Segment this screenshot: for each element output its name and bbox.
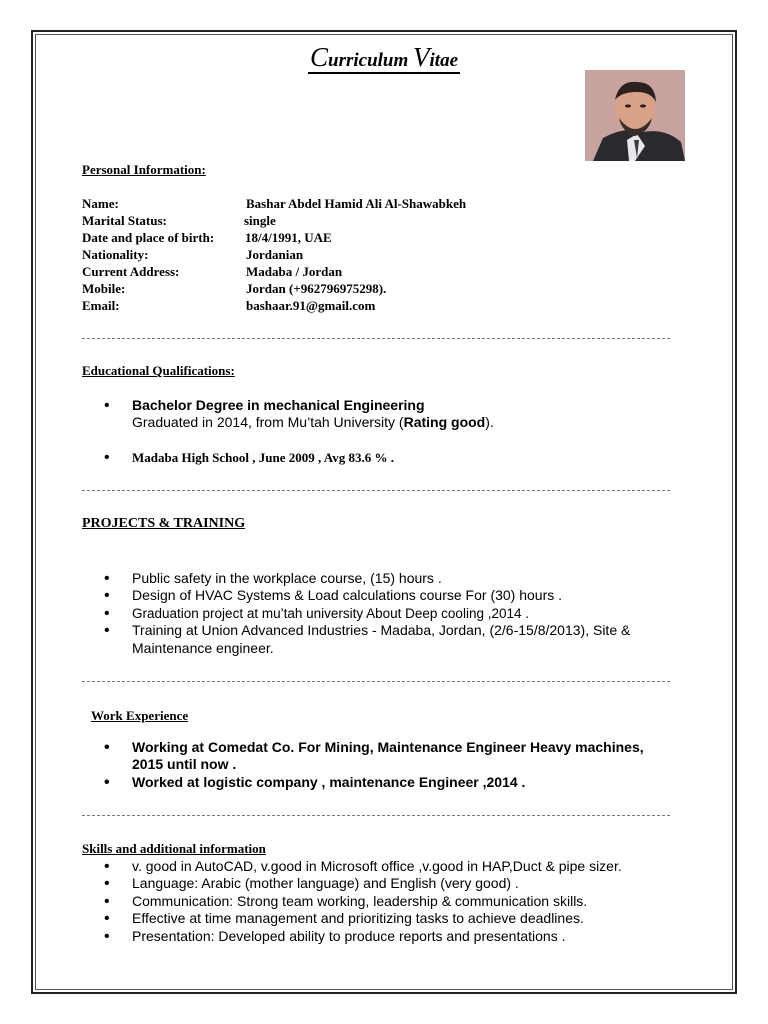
info-label-email: Email: — [82, 298, 120, 313]
info-label-marital-status: Marital Status: — [82, 213, 167, 228]
list-item: • Graduation project at mu’tah university About Deep cooling ,2014 . — [104, 605, 704, 622]
degree-detail-end: ). — [485, 414, 494, 431]
title-word-2: itae — [429, 50, 459, 71]
school-list — [104, 449, 704, 466]
list-item: • Effective at time management and prioritizing tasks to achieve deadlines. — [104, 910, 704, 927]
info-value-mobile: Jordan (+962796975298). — [246, 281, 387, 296]
degree-rating: Rating good — [403, 414, 486, 431]
list-item: • v. good in AutoCAD, v.good in Microsoft office ,v.good in HAP,Duct & pipe sizer. — [104, 858, 704, 875]
list-item: • Public safety in the workplace course, (15) hours . — [104, 570, 704, 587]
degree-detail: Graduated in 2014, from Mu’tah University ( — [132, 414, 404, 431]
info-label-address: Current Address: — [82, 264, 180, 279]
info-value-birth: 18/4/1991, UAE — [245, 230, 332, 245]
list-item: • Communication: Strong team working, leadership & communication skills. — [104, 893, 704, 910]
list-item: • Design of HVAC Systems & Load calculations course For (30) hours . — [104, 587, 704, 604]
title-initial-v: V — [413, 42, 430, 72]
skills-heading: Skills and additional information — [82, 841, 266, 856]
section-divider — [82, 338, 670, 339]
section-divider — [82, 815, 670, 816]
skills-list — [104, 858, 704, 945]
list-item — [104, 622, 692, 657]
info-label-nationality: Nationality: — [82, 247, 149, 262]
info-value-name: Bashar Abdel Hamid Ali Al-Shawabkeh — [246, 196, 467, 211]
info-label-name: Name: — [82, 196, 119, 211]
document-title — [0, 42, 768, 73]
list-item: • Language: Arabic (mother language) and English (very good) . — [104, 875, 704, 892]
profile-photo — [585, 70, 685, 161]
work-list — [104, 739, 704, 791]
school-detail: Madaba High School , June 2009 , Avg 83.6 % . — [132, 450, 394, 465]
list-item: • Working at Comedat Co. For Mining, Maintenance Engineer Heavy machines, 2015 until now . — [104, 739, 652, 774]
title-initial-c: C — [309, 42, 328, 72]
projects-list — [104, 570, 704, 657]
list-item: • Presentation: Developed ability to produce reports and presentations . — [104, 928, 704, 945]
personal-info-heading: Personal Information: — [82, 162, 206, 177]
degree-title: Bachelor Degree in mechanical Engineering — [132, 397, 425, 413]
work-heading: Work Experience — [91, 708, 189, 723]
section-divider — [82, 490, 670, 491]
list-item-school — [104, 449, 704, 466]
list-item-text: Training at Union Advanced Industries - Madaba, Jordan, (2/6-15/8/2013), Site & Maintenance engineer. — [132, 622, 631, 656]
info-value-email: bashaar.91@gmail.com — [246, 298, 376, 313]
list-item-degree — [104, 397, 704, 432]
education-list — [104, 397, 704, 432]
info-label-birth: Date and place of birth: — [82, 230, 215, 245]
title-word-1: urriculum — [328, 50, 409, 71]
info-value-address: Madaba / Jordan — [246, 264, 343, 279]
projects-heading: PROJECTS & TRAINING — [82, 516, 246, 531]
info-value-nationality: Jordanian — [246, 247, 304, 262]
info-value-marital-status: single — [244, 213, 276, 228]
section-divider — [82, 681, 670, 682]
education-heading: Educational Qualifications: — [82, 363, 235, 378]
list-item: • Worked at logistic company , maintenance Engineer ,2014 . — [104, 774, 704, 791]
info-label-mobile: Mobile: — [82, 281, 126, 296]
